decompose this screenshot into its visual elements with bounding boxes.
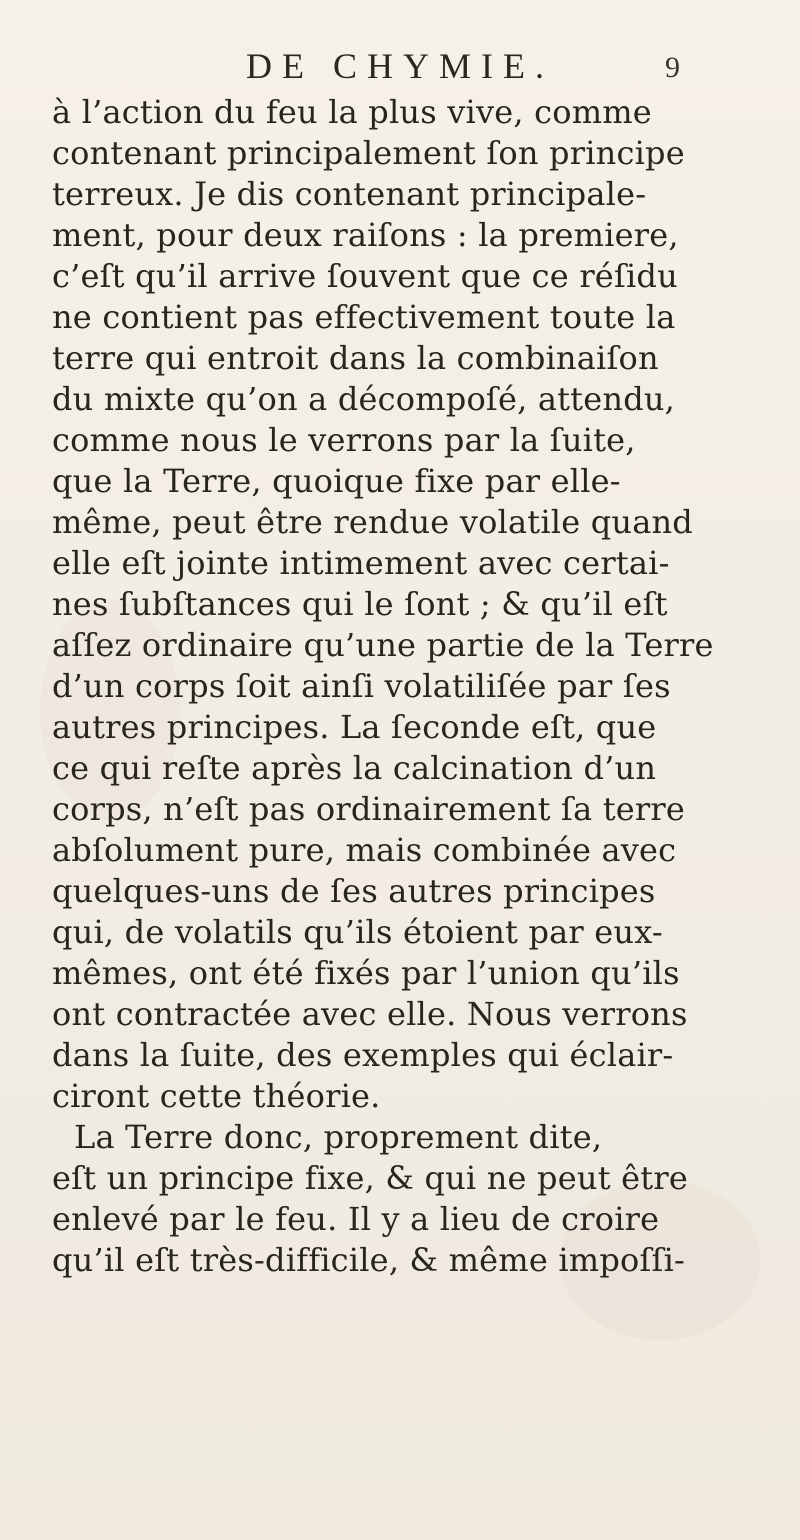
text-line: que la Terre, quoique fixe par elle-: [52, 462, 621, 500]
text-line: eſt un principe fixe, & qui ne peut être: [52, 1159, 688, 1197]
text-line: nes ſubſtances qui le ſont ; & qu’il eſt: [52, 585, 668, 623]
text-line: terre qui entroit dans la combinaiſon: [52, 339, 659, 377]
text-line: ment, pour deux raiſons : la premiere,: [52, 216, 679, 254]
body-text: [52, 92, 764, 1281]
text-line: ciront cette théorie.: [52, 1077, 381, 1115]
text-line: comme nous le verrons par la ſuite,: [52, 421, 636, 459]
text-line: qui, de volatils qu’ils étoient par eux-: [52, 913, 663, 951]
text-line: ne contient pas effectivement toute la: [52, 298, 676, 336]
text-line: autres principes. La ſeconde eſt, que: [52, 708, 657, 746]
text-line: terreux. Je dis contenant principale-: [52, 175, 647, 213]
text-line: même, peut être rendue volatile quand: [52, 503, 693, 541]
text-line: abſolument pure, mais combinée avec: [52, 831, 677, 869]
text-line: d’un corps ſoit ainſi volatiliſée par ſes: [52, 667, 671, 705]
page-number: 9: [665, 51, 680, 84]
text-line: ont contractée avec elle. Nous verrons: [52, 995, 688, 1033]
text-line: enlevé par le feu. Il y a lieu de croire: [52, 1200, 660, 1238]
text-line: dans la ſuite, des exemples qui éclair-: [52, 1036, 674, 1074]
text-line: qu’il eſt très-difficile, & même impoſſi-: [52, 1241, 686, 1279]
running-head: [0, 44, 800, 88]
paragraph-first-line: La Terre donc, proprement dite,: [74, 1118, 603, 1156]
text-line: ce qui reſte après la calcination d’un: [52, 749, 657, 787]
running-title: DE CHYMIE.: [246, 46, 554, 86]
text-line: aſſez ordinaire qu’une partie de la Terre: [52, 626, 714, 664]
text-line: elle eſt jointe intimement avec certai-: [52, 544, 670, 582]
text-line: du mixte qu’on a décompoſé, attendu,: [52, 380, 676, 418]
text-line: quelques-uns de ſes autres principes: [52, 872, 656, 910]
text-line: à l’action du feu la plus vive, comme: [52, 93, 652, 131]
text-line: corps, n’eſt pas ordinairement ſa terre: [52, 790, 686, 828]
text-line: mêmes, ont été fixés par l’union qu’ils: [52, 954, 680, 992]
text-line: c’eſt qu’il arrive ſouvent que ce réſidu: [52, 257, 678, 295]
text-line: contenant principalement ſon principe: [52, 134, 685, 172]
